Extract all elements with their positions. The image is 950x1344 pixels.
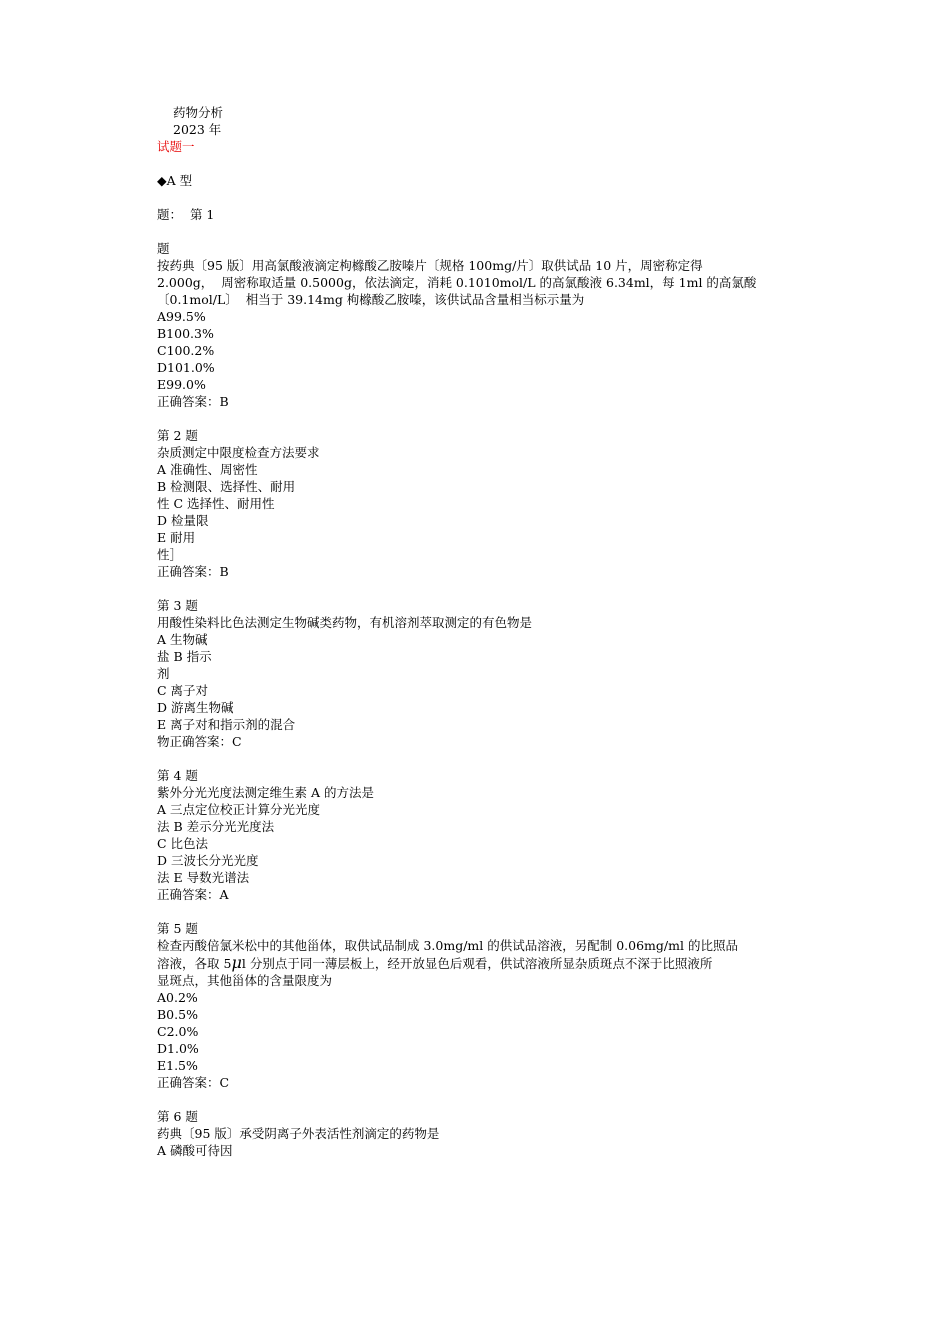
q5-option: D1.0% bbox=[157, 1041, 199, 1056]
q3-line: E 离子对和指示剂的混合 bbox=[157, 717, 296, 732]
q5-stem: 显斑点，其他甾体的含量限度为 bbox=[157, 973, 333, 988]
doc-title: 药物分析 bbox=[173, 105, 224, 120]
q4-line: D 三波长分光光度 bbox=[157, 853, 259, 868]
q5-answer: 正确答案：C bbox=[157, 1075, 230, 1090]
q5-title: 第 5 题 bbox=[157, 921, 198, 936]
q2-line: B 检测限、选择性、耐用 bbox=[157, 479, 296, 494]
q4-title: 第 4 题 bbox=[157, 768, 198, 783]
q4-line: 法 E 导数光谱法 bbox=[157, 870, 250, 885]
q3-line: D 游离生物碱 bbox=[157, 700, 234, 715]
document-page bbox=[157, 104, 807, 1159]
q5-option: E1.5% bbox=[157, 1058, 198, 1073]
q5-stem: 检查丙酸倍氯米松中的其他甾体，取供试品制成 3.0mg/ml 的供试品溶液，另配制 0.06mg/ml 的比照品 bbox=[157, 938, 738, 953]
q6-stem: 药典〔95 版〕承受阴离子外表活性剂滴定的药物是 bbox=[157, 1126, 440, 1141]
q4-answer: 正确答案：A bbox=[157, 887, 229, 902]
q1-stem: 〔0.1mol/L〕 相当于 39.14mg 枸橼酸乙胺嗪，该供试品含量相当标示量为 bbox=[157, 292, 585, 307]
q4-line: C 比色法 bbox=[157, 836, 209, 851]
q1-stem: 按药典〔95 版〕用高氯酸液滴定枸橼酸乙胺嗪片〔规格 100mg/片〕取供试品 10 片，周密称定得 bbox=[157, 258, 703, 273]
q4-line: 法 B 差示分光光度法 bbox=[157, 819, 275, 834]
section-heading: 试题一 bbox=[157, 139, 195, 154]
q1-word: 题 bbox=[157, 241, 170, 256]
q2-line: E 耐用 bbox=[157, 530, 196, 545]
q2-answer: 正确答案：B bbox=[157, 564, 229, 579]
q5-option: C2.0% bbox=[157, 1024, 199, 1039]
q3-line: 物正确答案：C bbox=[157, 734, 242, 749]
q5-stem: 溶液，各取 5μl 分别点于同一薄层板上，经开放显色后观看，供试溶液所显杂质斑点不深于比照液所 bbox=[157, 953, 713, 972]
q2-stem: 杂质测定中限度检查方法要求 bbox=[157, 445, 320, 460]
q4-line: A 三点定位校正计算分光光度 bbox=[157, 802, 321, 817]
q6-option: A 磷酸可待因 bbox=[157, 1143, 233, 1158]
q1-answer: 正确答案：B bbox=[157, 394, 229, 409]
q5-option: B0.5% bbox=[157, 1007, 198, 1022]
q6-title: 第 6 题 bbox=[157, 1109, 198, 1124]
q2-line: 性］ bbox=[157, 547, 183, 562]
q1-option: C100.2% bbox=[157, 343, 215, 358]
q2-title: 第 2 题 bbox=[157, 428, 198, 443]
q3-line: 剂 bbox=[157, 666, 170, 681]
q2-line: 性 C 选择性、耐用性 bbox=[157, 496, 275, 511]
q3-line: 盐 B 指示 bbox=[157, 649, 212, 664]
q5-option: A0.2% bbox=[157, 990, 198, 1005]
doc-year: 2023 年 bbox=[173, 122, 222, 137]
q1-stem: 2.000g， 周密称取适量 0.5000g，依法滴定，消耗 0.1010mol/L 的高氯酸液 6.34ml，每 1ml 的高氯酸 bbox=[157, 275, 757, 290]
q3-line: C 离子对 bbox=[157, 683, 209, 698]
q4-stem: 紫外分光光度法测定维生素 A 的方法是 bbox=[157, 785, 374, 800]
q2-line: A 准确性、周密性 bbox=[157, 462, 258, 477]
q2-line: D 检量限 bbox=[157, 513, 209, 528]
q1-option: B100.3% bbox=[157, 326, 214, 341]
question-type-label: ◆A 型 bbox=[157, 173, 193, 188]
q1-lead: 题： 第 1 bbox=[157, 207, 215, 222]
q1-option: E99.0% bbox=[157, 377, 206, 392]
q3-line: A 生物碱 bbox=[157, 632, 208, 647]
q3-title: 第 3 题 bbox=[157, 598, 198, 613]
q1-option: D101.0% bbox=[157, 360, 215, 375]
q3-stem: 用酸性染料比色法测定生物碱类药物，有机溶剂萃取测定的有色物是 bbox=[157, 615, 533, 630]
q1-option: A99.5% bbox=[157, 309, 206, 324]
